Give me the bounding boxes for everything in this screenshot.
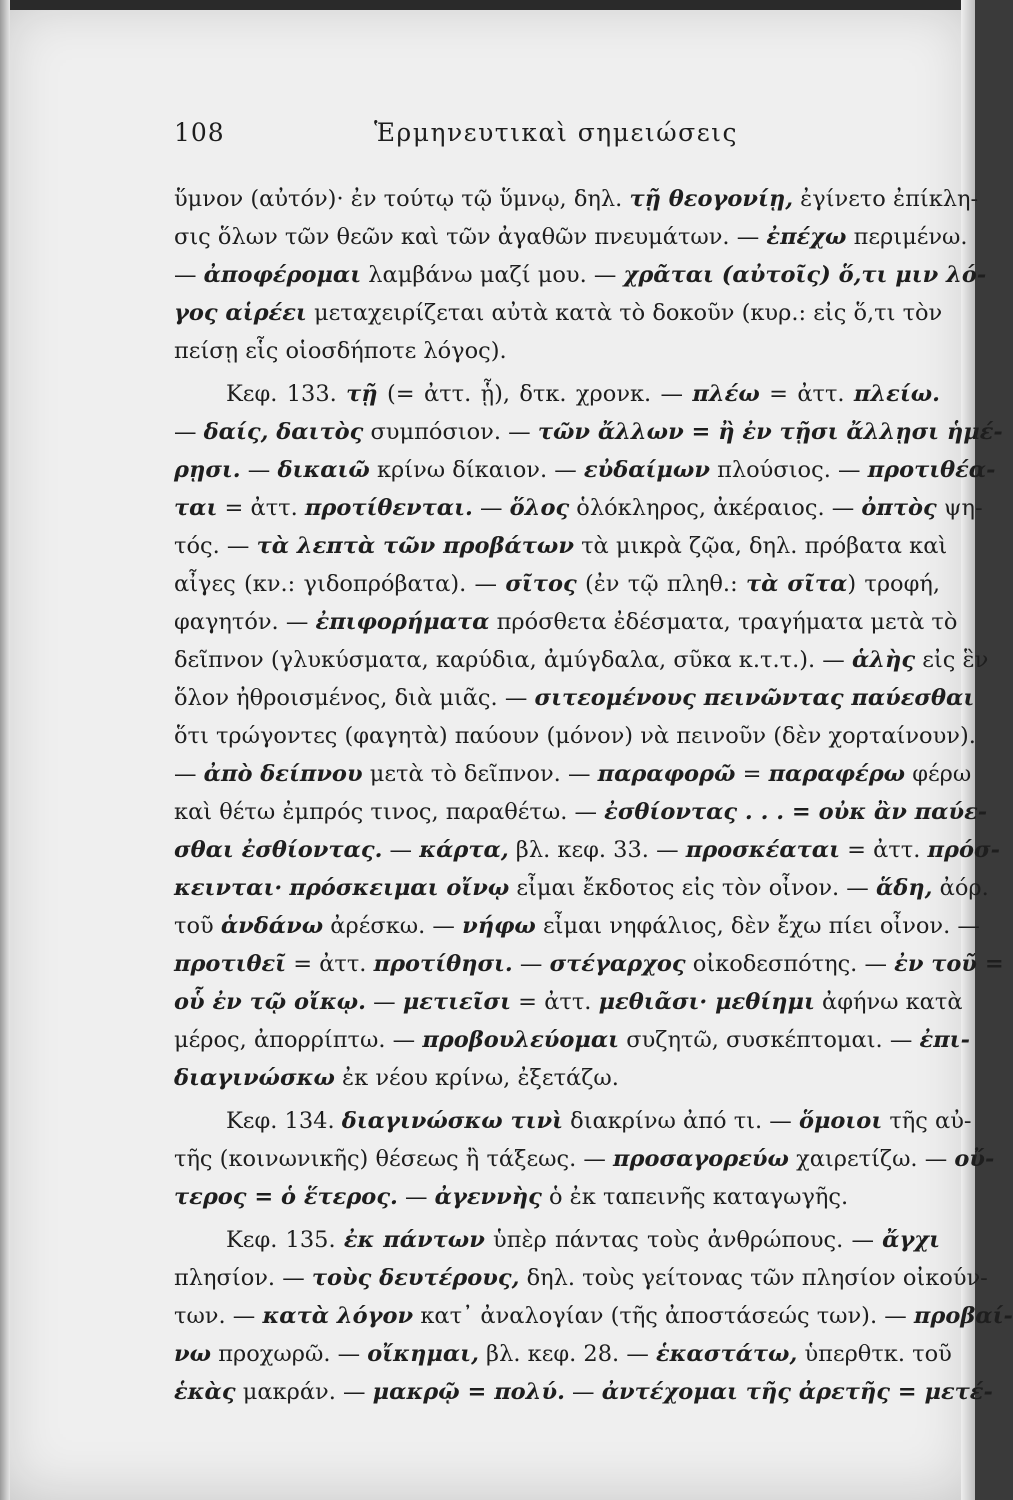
gloss-text: ὁ ἐκ ταπεινῆς καταγωγῆς. — [541, 1184, 849, 1210]
text-line — [174, 603, 958, 641]
gloss-text: χαιρετίζω. — — [788, 1146, 955, 1172]
gloss-text: των. — — [174, 1303, 263, 1329]
gloss-text: — — [174, 262, 204, 288]
gloss-text: = ἀττ. — [839, 837, 928, 863]
gloss-text: φαγητόν. — — [174, 609, 316, 635]
gloss-text: ἀόρ. — [932, 875, 989, 901]
gloss-text: ὑπὲρ πάντας τοὺς ἀνθρώπους. — — [484, 1227, 883, 1253]
text-line — [174, 641, 989, 679]
gloss-text: ὁλόκληρος, ἀκέραιος. — — [569, 495, 862, 521]
gloss-text: πλούσιος. — — [709, 457, 868, 483]
gloss-text: μεταχειρίζεται αὐτὰ κατὰ τὸ δοκοῦν (κυρ.: εἰς ὅ,τι τὸν — [306, 300, 943, 326]
gloss-text: περιμένω. — [846, 224, 968, 250]
gloss-text: αἶγες (κν.: γιδοπρόβατα). — — [174, 571, 506, 597]
text-line — [174, 180, 979, 218]
lemma-term: κατὰ λόγον — [262, 1303, 414, 1329]
lemma-term: ἐσθίοντας . . . = οὐκ ἂν παύε- — [604, 799, 988, 825]
text-line — [174, 793, 988, 831]
gloss-text: λαμβάνω μαζί μου. — — [361, 262, 624, 288]
gloss-text: (ἐν τῷ πληθ.: — [576, 571, 746, 597]
gloss-text: ἀρέσκω. — — [323, 913, 463, 939]
gloss-text: — — [564, 1379, 602, 1405]
text-line — [174, 831, 1000, 869]
text-line — [174, 332, 940, 370]
lemma-term: προτίθησι. — [373, 951, 513, 977]
gloss-text: δηλ. τοὺς γείτονας τῶν πλησίον οἰκούν- — [519, 1265, 988, 1291]
gloss-text: Κεφ. 135. — [226, 1227, 344, 1253]
lemma-term: παραφέρω — [768, 761, 906, 787]
lemma-term: σθαι ἐσθίοντας. — [174, 837, 383, 863]
gloss-text: — — [366, 989, 403, 1015]
gloss-text: μέρος, ἀπορρίπτω. — — [174, 1027, 423, 1053]
lemma-term: προσαγορεύω — [613, 1146, 789, 1172]
gloss-text: μετὰ τὸ δεῖπνον. — — [362, 761, 598, 787]
lemma-term: προβαί- — [913, 1303, 1013, 1329]
text-line — [174, 983, 963, 1021]
text-line — [174, 1297, 1013, 1335]
lemma-term: οὔ- — [954, 1146, 995, 1172]
gloss-text: Κεφ. 133. — [226, 381, 347, 407]
lemma-term: ἀπὸ δείπνου — [203, 761, 363, 787]
gloss-text: εἰς ἓν — [915, 647, 989, 673]
lemma-term: προτιθέα- — [867, 457, 996, 483]
gloss-text: = ἀττ. — [286, 951, 374, 977]
gloss-text: εἶμαι ἔκδοτος εἰς τὸν οἶνον. — — [509, 875, 876, 901]
page-number: 108 — [174, 118, 225, 147]
gloss-text: συζητῶ, συσκέπτομαι. — — [619, 1027, 920, 1053]
text-line — [174, 1259, 988, 1297]
gloss-text: πλησίον. — — [174, 1265, 312, 1291]
lemma-term: ἐκ πάντων — [343, 1227, 485, 1253]
text-line — [174, 489, 983, 527]
text-line — [174, 218, 968, 256]
lemma-term: ται — [174, 495, 218, 521]
gloss-text: πρόσθετα ἐδέσματα, τραγήματα μετὰ τὸ — [489, 609, 958, 635]
lemma-term: τῇ — [346, 381, 378, 407]
lemma-term: γος αἱρέει — [174, 300, 307, 326]
lemma-term: προσκέαται — [685, 837, 840, 863]
gloss-text: τῆς αὐ- — [882, 1108, 972, 1134]
lemma-term: ἁνδάνω — [220, 913, 324, 939]
scan-left-edge — [0, 0, 10, 1500]
scan-top-edge — [0, 0, 975, 10]
lemma-term: ὅλος — [509, 495, 570, 521]
gloss-text: διακρίνω ἀπό τι. — — [563, 1108, 799, 1134]
text-line — [174, 717, 976, 755]
text-line — [174, 679, 975, 717]
text-line — [174, 1021, 970, 1059]
running-title: Ἑρμηνευτικαὶ σημειώσεις — [374, 118, 738, 147]
lemma-term: ὀπτὸς — [861, 495, 937, 521]
text-line — [174, 294, 943, 332]
lemma-term: ἁλὴς — [851, 647, 916, 673]
text-line — [174, 527, 948, 565]
gloss-text: — — [397, 1184, 435, 1210]
lemma-term: προβουλεύομαι — [422, 1027, 620, 1053]
lemma-term: ἀποφέρομαι — [203, 262, 362, 288]
lemma-term: ἀγεννὴς — [434, 1184, 542, 1210]
lemma-term: στέγαρχος — [549, 951, 686, 977]
gloss-text: = ἀττ. — [217, 495, 305, 521]
gloss-text: ἀφήνω κατὰ — [814, 989, 963, 1015]
text-line — [174, 256, 987, 294]
lemma-term: ρῃσι. — [174, 457, 241, 483]
lemma-term: κεινται· — [174, 875, 283, 901]
gloss-text: ψη- — [936, 495, 983, 521]
lemma-term: νω — [174, 1341, 212, 1367]
gloss-text: ὅτι τρώγοντες (φαγητὰ) παύουν (μόνον) νὰ πεινοῦν (δὲν χορταίνουν). — [174, 723, 976, 749]
text-line — [174, 1373, 993, 1411]
text-line — [174, 945, 1004, 983]
lemma-term: πλέω — [692, 381, 760, 407]
lemma-term: σῖτος — [505, 571, 577, 597]
gloss-text: (= ἀττ. ᾗ), δτκ. χρονκ. — — [377, 381, 693, 407]
gloss-text: ἐγίνετο ἐπίκλη- — [793, 186, 979, 212]
lemma-term: ἐπέχω — [766, 224, 847, 250]
gloss-text: — — [512, 951, 550, 977]
gloss-text: — — [472, 495, 510, 521]
lemma-term: χρᾶται (αὐτοῖς) ὅ,τι μιν λό- — [623, 262, 987, 288]
gloss-text: δεῖπνον (γλυκύσματα, καρύδια, ἀμύγδαλα, σῦκα κ.τ.τ.). — — [174, 647, 852, 673]
gloss-text: — — [240, 457, 278, 483]
paragraph-first-line — [174, 1102, 972, 1140]
lemma-term: ἑκαστάτω, — [656, 1341, 798, 1367]
gloss-text: = ἀττ. — [511, 989, 599, 1015]
lemma-term: τὰ σῖτα — [745, 571, 848, 597]
gloss-text: Κεφ. 134. — [226, 1108, 342, 1134]
gloss-text: τός. — — [174, 533, 257, 559]
gloss-text: μακράν. — — [235, 1379, 373, 1405]
gloss-text: ὑπερθτκ. τοῦ — [797, 1341, 952, 1367]
text-line — [174, 907, 980, 945]
lemma-term: ἅδη, — [875, 875, 933, 901]
gloss-text: κατ᾽ ἀναλογίαν (τῆς ἀποστάσεώς των). — — [413, 1303, 914, 1329]
lemma-term: νήφω — [462, 913, 536, 939]
lemma-term: ἄγχι — [882, 1227, 940, 1253]
gloss-text: — — [174, 419, 204, 445]
gloss-text: τοῦ — [174, 913, 221, 939]
lemma-term: δικαιῶ — [277, 457, 370, 483]
lemma-term: κάρτα, — [419, 837, 509, 863]
lemma-term: τῇ θεογονίῃ, — [629, 186, 794, 212]
gloss-text: ἐκ νέου κρίνω, ἐξετάζω. — [334, 1065, 619, 1091]
gloss-text: οἰκοδεσπότης. — — [685, 951, 895, 977]
text-line — [174, 413, 1003, 451]
lemma-term: τερος = ὁ ἕτερος. — [174, 1184, 398, 1210]
lemma-term: μετιεῖσι — [402, 989, 512, 1015]
gloss-text: κρίνω δίκαιον. — — [369, 457, 584, 483]
lemma-term: τοὺς δευτέρους, — [311, 1265, 520, 1291]
gloss-text: — — [174, 761, 204, 787]
lemma-term: παραφορῶ — [597, 761, 736, 787]
gloss-text: προχωρῶ. — — [211, 1341, 368, 1367]
text-line — [174, 755, 972, 793]
lemma-term: οἴκημαι, — [367, 1341, 479, 1367]
lemma-term: τὰ λεπτὰ τῶν προβάτων — [256, 533, 574, 559]
lemma-term: ἐπι- — [919, 1027, 970, 1053]
lemma-term: ἀντέχομαι τῆς ἀρετῆς = μετέ- — [601, 1379, 993, 1405]
gloss-text: ) τροφή, — [847, 571, 940, 597]
gloss-text: βλ. κεφ. 33. — — [508, 837, 686, 863]
gloss-text: = — [735, 761, 769, 787]
gloss-text: ὕμνον (αὐτόν)· ἐν τούτῳ τῷ ὕμνῳ, δηλ. — [174, 186, 630, 212]
paragraph-first-line — [174, 1221, 940, 1259]
gloss-text: = ἀττ. — [759, 381, 854, 407]
lemma-term: μακρῷ = πολύ. — [372, 1379, 565, 1405]
lemma-term: ἐπιφορήματα — [315, 609, 490, 635]
lemma-term: πρόσκειμαι οἴνῳ — [289, 875, 510, 901]
text-line — [174, 451, 996, 489]
lemma-term: προτιθεῖ — [174, 951, 287, 977]
lemma-term: οὗ ἐν τῷ οἴκῳ. — [174, 989, 366, 1015]
lemma-term: προτίθενται. — [304, 495, 473, 521]
gloss-text: καὶ θέτω ἐμπρός τινος, παραθέτω. — — [174, 799, 605, 825]
gloss-text: ὅλον ἠθροισμένος, διὰ μιᾶς. — — [174, 685, 535, 711]
gloss-text: πείσῃ εἷς οἱοσδήποτε λόγος). — [174, 338, 507, 364]
lemma-term: μεθιᾶσι· μεθίημι — [598, 989, 815, 1015]
lemma-term: ἐν τοῦ = — [894, 951, 1004, 977]
gloss-text: σις ὅλων τῶν θεῶν καὶ τῶν ἀγαθῶν πνευμάτων. — — [174, 224, 767, 250]
lemma-term: δαίς, δαιτὸς — [203, 419, 364, 445]
lemma-term: διαγινώσκω — [174, 1065, 335, 1091]
text-line — [174, 1140, 995, 1178]
text-line — [174, 1059, 940, 1097]
text-line — [174, 1178, 940, 1216]
lemma-term: πρόσ- — [927, 837, 1000, 863]
text-line — [174, 565, 940, 603]
gloss-text: συμπόσιον. — — [363, 419, 538, 445]
lemma-term: εὐδαίμων — [583, 457, 710, 483]
lemma-term: πλείω. — [853, 381, 940, 407]
page-header — [174, 118, 934, 158]
lemma-term: σιτεομένους πεινῶντας παύεσθαι — [534, 685, 975, 711]
paragraph-first-line — [174, 375, 940, 413]
gloss-text: φέρω — [905, 761, 972, 787]
text-line — [174, 869, 989, 907]
lemma-term: ἑκὰς — [174, 1379, 236, 1405]
gloss-text: τῆς (κοινωνικῆς) θέσεως ἢ τάξεως. — — [174, 1146, 614, 1172]
gloss-text: βλ. κεφ. 28. — — [478, 1341, 656, 1367]
lemma-term: τῶν ἄλλων = ἢ ἐν τῇσι ἄλλῃσι ἡμέ- — [537, 419, 1003, 445]
gloss-text: εἶμαι νηφάλιος, δὲν ἔχω πίει οἶνον. — — [535, 913, 980, 939]
gloss-text: — — [382, 837, 420, 863]
lemma-term: ὅμοιοι — [798, 1108, 883, 1134]
gloss-text: τὰ μικρὰ ζῷα, δηλ. πρόβατα καὶ — [573, 533, 948, 559]
lemma-term: διαγινώσκω τινὶ — [341, 1108, 564, 1134]
text-line — [174, 1335, 952, 1373]
